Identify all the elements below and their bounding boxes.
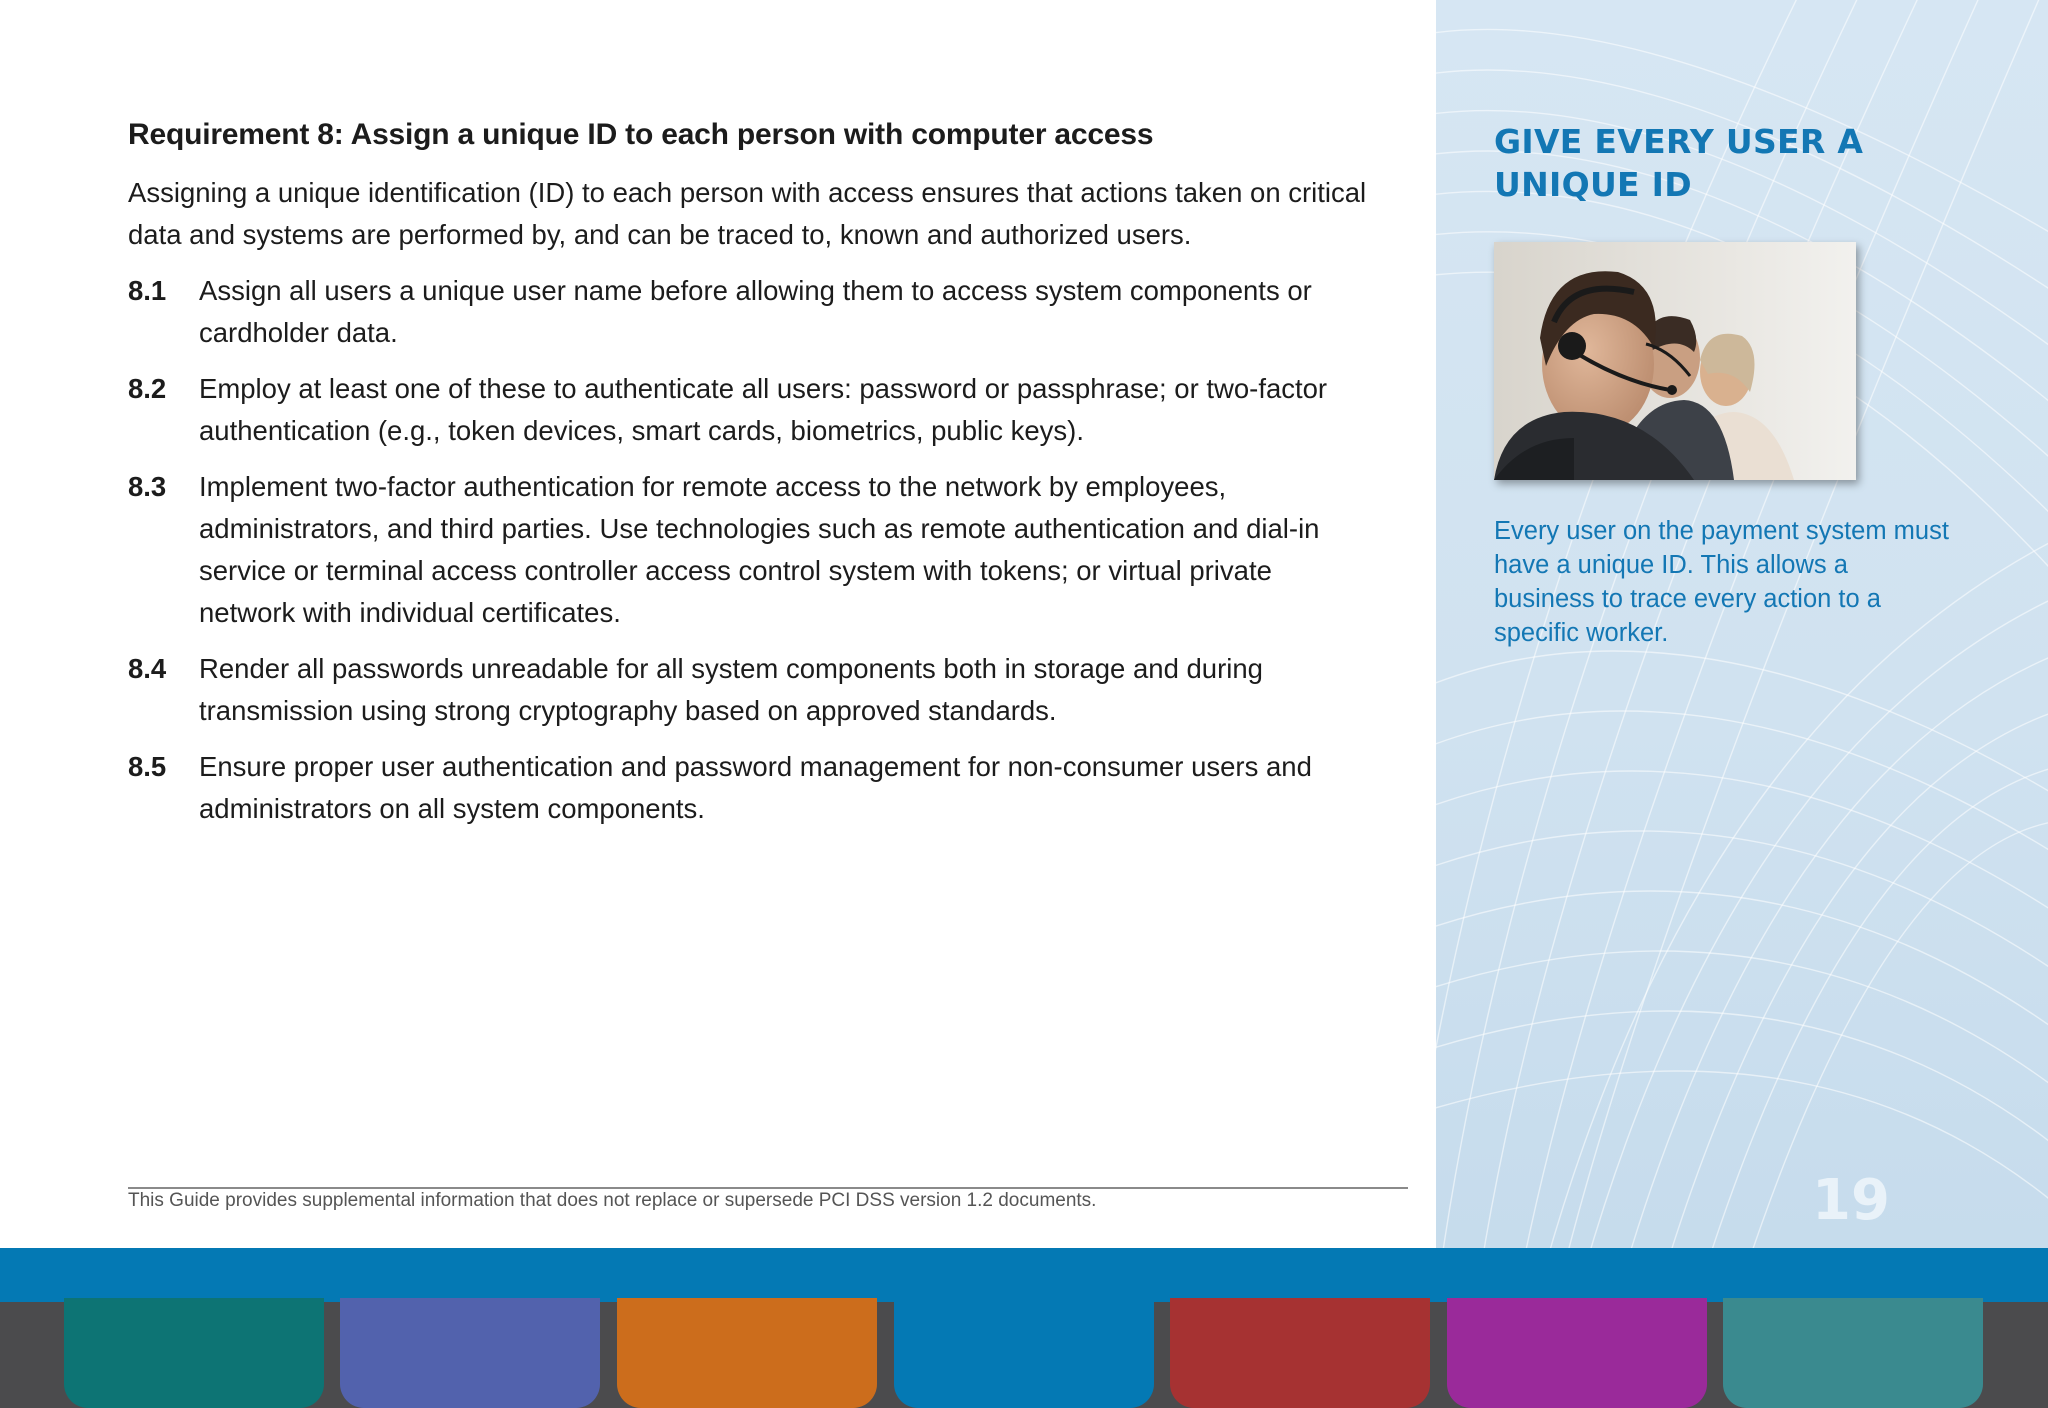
sidebar-heading: GIVE EVERY USER A UNIQUE ID bbox=[1494, 122, 1864, 204]
item-number: 8.1 bbox=[128, 275, 167, 306]
section-tab-2[interactable] bbox=[340, 1298, 600, 1408]
intro-paragraph: Assigning a unique identification (ID) to each person with access ensures that actions taken on critical data and systems are performed by, and can be traced to, known and authorized users. bbox=[128, 177, 1367, 250]
section-tab-3[interactable] bbox=[617, 1298, 877, 1408]
page-number: 19 bbox=[1812, 1168, 1890, 1233]
item-number: 8.4 bbox=[128, 653, 167, 684]
requirement-title: Requirement 8: Assign a unique ID to each person with computer access bbox=[128, 118, 1154, 151]
section-tab-5[interactable] bbox=[1170, 1298, 1430, 1408]
item-number: 8.2 bbox=[128, 373, 167, 404]
item-text: Assign all users a unique user name before allowing them to access system components or cardholder data. bbox=[199, 275, 1312, 348]
list-item bbox=[128, 746, 1368, 830]
item-text: Implement two-factor authentication for remote access to the network by employees, administrators, and third parties. Use technologies such as remote authentication and dial-in service or terminal access controller access control system with tokens; or virtual private network with individual certificates. bbox=[199, 471, 1320, 628]
list-item bbox=[128, 270, 1368, 354]
item-text: Ensure proper user authentication and password management for non-consumer users and administrators on all system components. bbox=[199, 751, 1312, 824]
item-text: Employ at least one of these to authenticate all users: password or passphrase; or two-factor authentication (e.g., token devices, smart cards, biometrics, public keys). bbox=[199, 373, 1328, 446]
item-number: 8.5 bbox=[128, 751, 167, 782]
list-item bbox=[128, 368, 1368, 452]
section-tab-6[interactable] bbox=[1447, 1298, 1707, 1408]
footer-band bbox=[0, 1248, 2048, 1302]
list-item bbox=[128, 466, 1368, 634]
photo-illustration bbox=[1494, 242, 1856, 480]
footer-divider bbox=[128, 1187, 1408, 1189]
section-tab-4[interactable] bbox=[894, 1298, 1154, 1408]
section-tab-1[interactable] bbox=[64, 1298, 324, 1408]
item-number: 8.3 bbox=[128, 471, 167, 502]
footer-disclaimer: This Guide provides supplemental information that does not replace or supersede PCI DSS version 1.2 documents. bbox=[128, 1190, 1097, 1211]
item-text: Render all passwords unreadable for all system components both in storage and during transmission using strong cryptography based on approved standards. bbox=[199, 653, 1263, 726]
call-center-workers-photo bbox=[1494, 242, 1856, 480]
sidebar-caption: Every user on the payment system must have a unique ID. This allows a business to trace every action to a specific worker. bbox=[1494, 517, 1949, 647]
list-item bbox=[128, 648, 1368, 732]
main-content bbox=[128, 118, 1408, 844]
section-tab-7[interactable] bbox=[1723, 1298, 1983, 1408]
